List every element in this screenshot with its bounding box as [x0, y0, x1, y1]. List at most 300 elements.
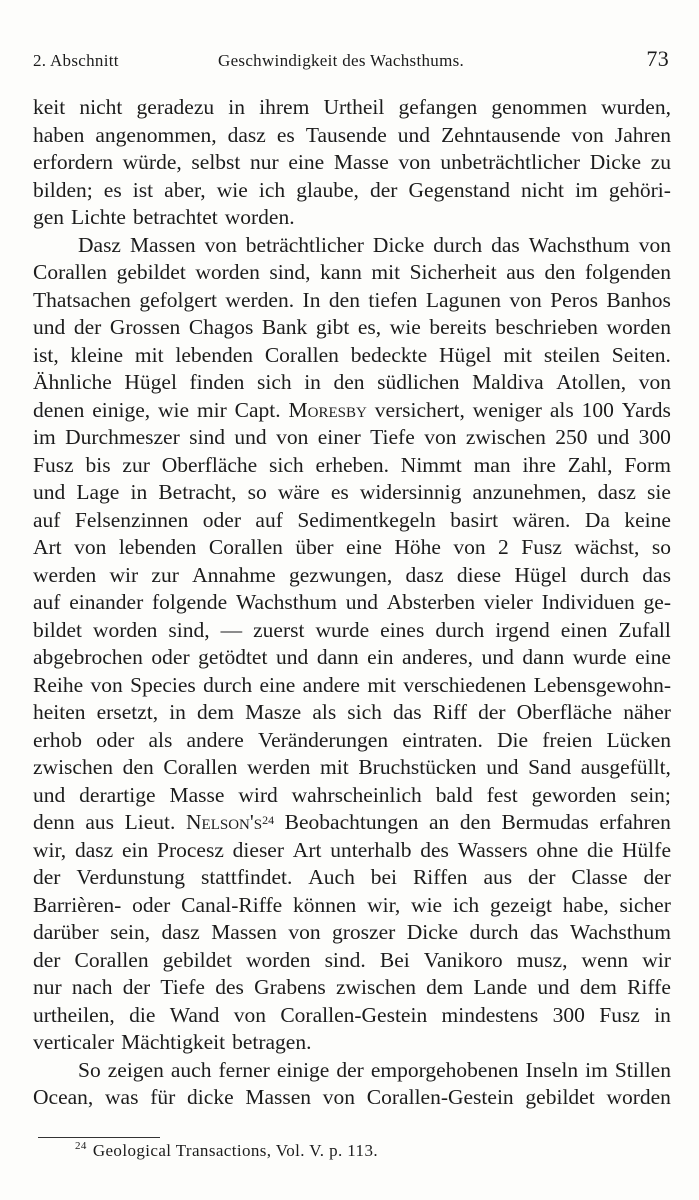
- word: von: [276, 425, 309, 449]
- word: zwischen: [465, 425, 546, 449]
- word: Corallen-Gestein: [280, 1002, 428, 1027]
- word: so: [247, 480, 267, 504]
- text-line: [33, 864, 671, 892]
- word: Ähnliche: [33, 370, 112, 394]
- word: dasz: [161, 920, 200, 944]
- word: wurde: [315, 617, 370, 642]
- word: derartige: [79, 782, 156, 807]
- word: stattfindet.: [200, 865, 293, 889]
- word: zu: [650, 150, 671, 174]
- word: dieser: [232, 837, 285, 862]
- word: emporgehobenen: [370, 1057, 519, 1082]
- word: auch: [170, 1057, 212, 1082]
- text-line: [33, 507, 671, 535]
- word: Capt.: [234, 397, 281, 422]
- text-line: [33, 699, 671, 727]
- word: es: [276, 122, 295, 147]
- word: wir: [109, 562, 139, 587]
- word: Verdunstung: [76, 865, 186, 889]
- word: das: [642, 562, 671, 587]
- word: von: [638, 370, 671, 394]
- word: ist,: [33, 342, 59, 367]
- word: Corallen: [74, 947, 149, 972]
- word: Corallen-Gestein: [366, 1085, 514, 1109]
- word: nach: [71, 975, 113, 999]
- word: bald: [435, 782, 473, 807]
- word: sich: [269, 452, 304, 477]
- word: folgenden: [585, 260, 671, 284]
- word: einer: [317, 425, 361, 449]
- word: Betracht,: [158, 480, 237, 504]
- word: 300: [638, 425, 671, 449]
- word: es,: [357, 315, 382, 339]
- word: auf: [33, 590, 61, 614]
- word: der: [336, 1057, 364, 1082]
- word: dasz: [405, 562, 444, 587]
- word: Absterben: [386, 590, 476, 614]
- word: Sicherheit: [409, 260, 497, 284]
- word: Annahme: [192, 562, 276, 587]
- word: getödtet: [198, 645, 268, 669]
- word: andere: [302, 672, 360, 697]
- word: Fusz: [599, 1002, 640, 1027]
- word: von: [509, 287, 542, 312]
- word: sind.: [324, 947, 366, 972]
- word: dann: [522, 645, 565, 669]
- word: Corallen: [264, 342, 339, 367]
- word: Dicke: [372, 232, 425, 257]
- word: ein: [121, 837, 149, 862]
- word: Höhe: [394, 535, 441, 559]
- word: wäre: [277, 480, 320, 504]
- word: nicht: [521, 177, 565, 202]
- word: versichert,: [374, 397, 465, 422]
- word: und: [481, 645, 514, 669]
- word: von: [288, 920, 321, 944]
- word: den: [122, 755, 154, 779]
- word: wie: [216, 177, 248, 202]
- word: der: [478, 700, 506, 724]
- word: wie: [389, 315, 421, 339]
- word: werden.: [225, 287, 295, 312]
- word: ohne: [536, 837, 579, 862]
- word: Corallen: [33, 260, 108, 284]
- word: eine: [635, 645, 671, 669]
- word: der: [528, 865, 556, 889]
- word: und: [33, 782, 66, 807]
- word: des: [420, 837, 449, 862]
- word: Stillen: [614, 1057, 671, 1082]
- word: sein;: [630, 782, 671, 807]
- word: nur: [33, 975, 62, 999]
- text-line: [33, 644, 671, 672]
- text-line: [33, 479, 671, 507]
- word: der: [122, 975, 151, 999]
- word: Chagos: [188, 315, 254, 339]
- word: durch: [435, 617, 485, 642]
- word: man: [473, 452, 511, 477]
- word: zwischen: [33, 755, 113, 779]
- text-line: [33, 122, 671, 150]
- word: keine: [624, 507, 671, 532]
- word: Seiten.: [611, 342, 671, 367]
- text-line: [33, 397, 671, 425]
- word: Riff: [432, 700, 467, 724]
- word: durch: [203, 672, 253, 697]
- word: von: [453, 535, 486, 559]
- word: darüber: [33, 920, 99, 944]
- word: —: [220, 617, 243, 642]
- word: einige,: [92, 397, 151, 422]
- word: betrachtet: [132, 205, 218, 229]
- footnote-marker: 24: [75, 1140, 87, 1152]
- text-line: [33, 452, 671, 480]
- text-line: [33, 754, 671, 782]
- word: oder: [132, 892, 171, 917]
- word: sein,: [110, 920, 151, 944]
- word: Durchmeszer: [65, 425, 180, 449]
- word: gezwungen,: [288, 562, 393, 587]
- word: tiefen: [368, 287, 418, 312]
- word: eines: [380, 617, 425, 642]
- word: Riffen: [412, 865, 468, 889]
- text-line: [33, 1057, 671, 1085]
- word: fest: [486, 782, 518, 807]
- word: gebildet: [162, 947, 232, 972]
- word: zuerst: [253, 617, 305, 642]
- word: so: [651, 535, 671, 559]
- word: von: [638, 232, 671, 257]
- word: Lichte: [71, 205, 126, 229]
- word: von: [398, 150, 431, 174]
- word: betragen.: [232, 1030, 312, 1054]
- word: von: [90, 672, 123, 697]
- word: erhob: [33, 727, 82, 752]
- text-line: [33, 809, 671, 837]
- word: von: [571, 122, 604, 147]
- word: über: [295, 535, 334, 559]
- word: ersetzt,: [96, 700, 159, 724]
- word: $Nelson's^{24}$: [186, 810, 275, 834]
- word: Inseln: [525, 1057, 579, 1082]
- word: Mächtigkeit: [121, 1030, 226, 1054]
- word: Corallen: [163, 755, 238, 779]
- word: Vanikoro: [423, 947, 503, 972]
- word: und: [33, 480, 66, 504]
- word: bei: [370, 865, 398, 889]
- word: Moresby: [288, 397, 367, 422]
- word: vieler: [483, 590, 533, 614]
- word: ferner: [218, 1057, 270, 1082]
- word: eintraten.: [402, 727, 483, 752]
- word: Auch: [308, 865, 355, 889]
- word: Oberfläche: [161, 452, 258, 477]
- word: ich: [258, 177, 286, 202]
- word: freien: [542, 727, 593, 752]
- word: bereits: [429, 315, 487, 339]
- text-line: [33, 974, 671, 1002]
- word: Massen: [129, 232, 196, 257]
- text-line: [33, 837, 671, 865]
- word: es: [103, 177, 122, 202]
- word: Thatsachen: [33, 287, 131, 312]
- word: 250: [555, 425, 588, 449]
- word: nicht: [79, 95, 123, 119]
- word: Ocean,: [33, 1085, 94, 1109]
- word: finden: [189, 370, 245, 394]
- word: eine: [288, 150, 325, 174]
- word: Corallen: [208, 535, 283, 559]
- text-line: [33, 94, 671, 122]
- word: einige: [276, 1057, 330, 1082]
- word: das: [491, 232, 520, 257]
- word: aber,: [164, 177, 206, 202]
- word: gefangen: [398, 95, 478, 119]
- word: steilen: [543, 342, 600, 367]
- word: dem: [579, 975, 617, 999]
- word: auf: [255, 507, 283, 532]
- word: lebenden: [118, 535, 197, 559]
- word: zur: [151, 562, 179, 587]
- word: Yards: [621, 397, 671, 422]
- word: den: [328, 287, 360, 312]
- word: Reihe: [33, 672, 84, 697]
- word: urtheilen,: [33, 1002, 115, 1027]
- word: und: [345, 590, 378, 614]
- footnote-text: Geological Transactions, Vol. V. p. 113.: [92, 1141, 378, 1160]
- word: Urtheil: [323, 95, 385, 119]
- word: In: [302, 287, 321, 312]
- word: in: [304, 370, 321, 394]
- word: ihre: [522, 452, 556, 477]
- word: Bruchstücken: [358, 755, 477, 779]
- word: diese: [456, 562, 502, 587]
- word: weniger: [472, 397, 542, 422]
- word: wie: [158, 397, 190, 422]
- word: Fusz: [33, 452, 74, 477]
- word: eine: [346, 535, 382, 559]
- word: worden: [92, 617, 158, 642]
- word: wird: [238, 782, 278, 807]
- word: bilden;: [33, 177, 93, 202]
- word: geradezu: [136, 95, 215, 119]
- word: Veränderungen: [257, 727, 389, 752]
- word: werden: [247, 755, 311, 779]
- word: anzunehmen,: [472, 480, 587, 504]
- word: selbst: [191, 150, 241, 174]
- word: die: [129, 1002, 156, 1027]
- word: musz,: [516, 947, 568, 972]
- word: beträchtlicher: [245, 232, 364, 257]
- word: beschrieben: [495, 315, 598, 339]
- word: Individuen: [541, 590, 635, 614]
- word: in: [228, 95, 245, 119]
- word: gebildet: [525, 1085, 595, 1109]
- word: einen: [560, 617, 608, 642]
- word: der: [369, 177, 398, 202]
- word: angenommen,: [95, 122, 217, 147]
- word: Wachsthum: [570, 920, 671, 944]
- word: Felsenzinnen: [74, 507, 189, 532]
- word: Hügel: [514, 562, 567, 587]
- word: und: [33, 315, 66, 339]
- word: im: [575, 177, 598, 202]
- word: ausgefüllt,: [580, 755, 671, 779]
- word: und: [234, 425, 267, 449]
- word: erfordern: [33, 150, 113, 174]
- word: Hügel: [124, 370, 177, 394]
- text-line: [33, 727, 671, 755]
- word: keit: [33, 95, 66, 119]
- text-line: [33, 287, 671, 315]
- word: worden: [246, 947, 311, 972]
- word: im: [33, 425, 56, 449]
- word: durch: [433, 232, 483, 257]
- word: sicher: [619, 892, 671, 917]
- text-line: [33, 562, 671, 590]
- word: erheben.: [315, 452, 389, 477]
- text-line: [33, 617, 671, 645]
- word: Dasz: [78, 232, 121, 257]
- word: verticaler: [33, 1030, 115, 1054]
- word: Classe: [571, 865, 628, 889]
- word: im: [585, 1057, 608, 1082]
- word: das: [393, 700, 422, 724]
- text-line: [33, 232, 671, 260]
- word: Nimmt: [400, 452, 462, 477]
- body-text: [33, 94, 671, 1112]
- text-line: [33, 259, 671, 287]
- word: Lieut.: [124, 810, 176, 834]
- word: sich: [347, 700, 382, 724]
- word: den: [333, 370, 365, 394]
- word: und: [537, 975, 570, 999]
- word: sie: [647, 480, 671, 504]
- word: Wachsthum: [528, 232, 630, 257]
- word: Masze: [245, 700, 302, 724]
- word: Species: [130, 672, 196, 697]
- word: Hügel: [438, 342, 492, 367]
- word: wir,: [367, 892, 401, 917]
- word: haben: [33, 122, 85, 147]
- word: werden: [33, 562, 97, 587]
- word: worden: [606, 1085, 671, 1109]
- word: Grossen: [109, 315, 181, 339]
- word: Masse: [169, 782, 225, 807]
- word: bis: [85, 452, 111, 477]
- word: eine: [259, 672, 296, 697]
- word: von: [322, 1085, 356, 1109]
- word: gen: [33, 205, 65, 229]
- word: mir: [196, 397, 227, 422]
- word: So: [78, 1057, 101, 1082]
- word: aus: [85, 810, 115, 834]
- word: mit: [134, 342, 164, 367]
- word: von: [424, 425, 457, 449]
- word: Bei: [379, 947, 410, 972]
- word: ihrem: [259, 95, 310, 119]
- word: wir,: [33, 837, 67, 862]
- word: Lande: [473, 975, 528, 999]
- word: mit: [367, 672, 396, 697]
- word: Oberfläche: [516, 700, 613, 724]
- word: 2: [498, 535, 509, 559]
- word: wurden,: [601, 95, 671, 119]
- word: ein: [367, 645, 394, 669]
- text-line: [33, 1029, 671, 1057]
- word: gefolgert: [139, 287, 217, 312]
- word: kann: [320, 260, 362, 284]
- footnote-divider: [38, 1137, 160, 1138]
- word: Jahren: [614, 122, 671, 147]
- word: habe,: [562, 892, 609, 917]
- word: dann: [316, 645, 359, 669]
- word: der: [73, 315, 102, 339]
- word: dem: [197, 700, 235, 724]
- word: Barrièren-: [33, 892, 122, 917]
- word: gehöri-: [608, 177, 671, 202]
- word: 300: [552, 1002, 585, 1027]
- word: wenn: [581, 947, 629, 972]
- word: unbeträchtlicher: [440, 150, 581, 174]
- word: als: [549, 397, 574, 422]
- word: anderes,: [402, 645, 474, 669]
- word: mit: [320, 755, 349, 779]
- word: Zehntausende: [441, 122, 561, 147]
- text-line: [33, 1002, 671, 1030]
- word: basirt: [450, 507, 499, 532]
- text-line: [33, 947, 671, 975]
- word: dasz: [74, 837, 114, 862]
- word: Atollen,: [556, 370, 627, 394]
- word: mindestens: [441, 1002, 539, 1027]
- word: in: [169, 700, 186, 724]
- word: erfahren: [599, 810, 671, 834]
- word: von: [204, 232, 237, 257]
- word: verschiedenen: [403, 672, 527, 697]
- word: durch: [580, 562, 630, 587]
- word: lebenden: [175, 342, 254, 367]
- word: genommen: [491, 95, 587, 119]
- word: dasz: [227, 122, 266, 147]
- word: einander: [69, 590, 144, 614]
- word: Wand: [169, 1002, 220, 1027]
- word: aus: [483, 865, 513, 889]
- word: wahrscheinlich: [291, 782, 422, 807]
- word: Procesz: [157, 837, 224, 862]
- word: näher: [623, 700, 671, 724]
- word: das: [529, 920, 559, 944]
- word: zeigen: [107, 1057, 164, 1082]
- word: andere: [186, 727, 244, 752]
- text-line: [33, 424, 671, 452]
- word: 100: [581, 397, 614, 422]
- word: Tiefe: [160, 975, 205, 999]
- word: Dicke: [589, 150, 642, 174]
- word: worden: [606, 315, 671, 339]
- word: mit: [503, 342, 532, 367]
- word: Tausende: [305, 122, 387, 147]
- word: Grabens: [254, 975, 326, 999]
- word: worden.: [224, 205, 295, 229]
- word: sind: [189, 425, 225, 449]
- word: bedeckte: [350, 342, 428, 367]
- word: Lage: [76, 480, 120, 504]
- word: sind,: [168, 617, 210, 642]
- word: folgende: [152, 590, 228, 614]
- word: und: [486, 755, 519, 779]
- word: es: [330, 480, 349, 504]
